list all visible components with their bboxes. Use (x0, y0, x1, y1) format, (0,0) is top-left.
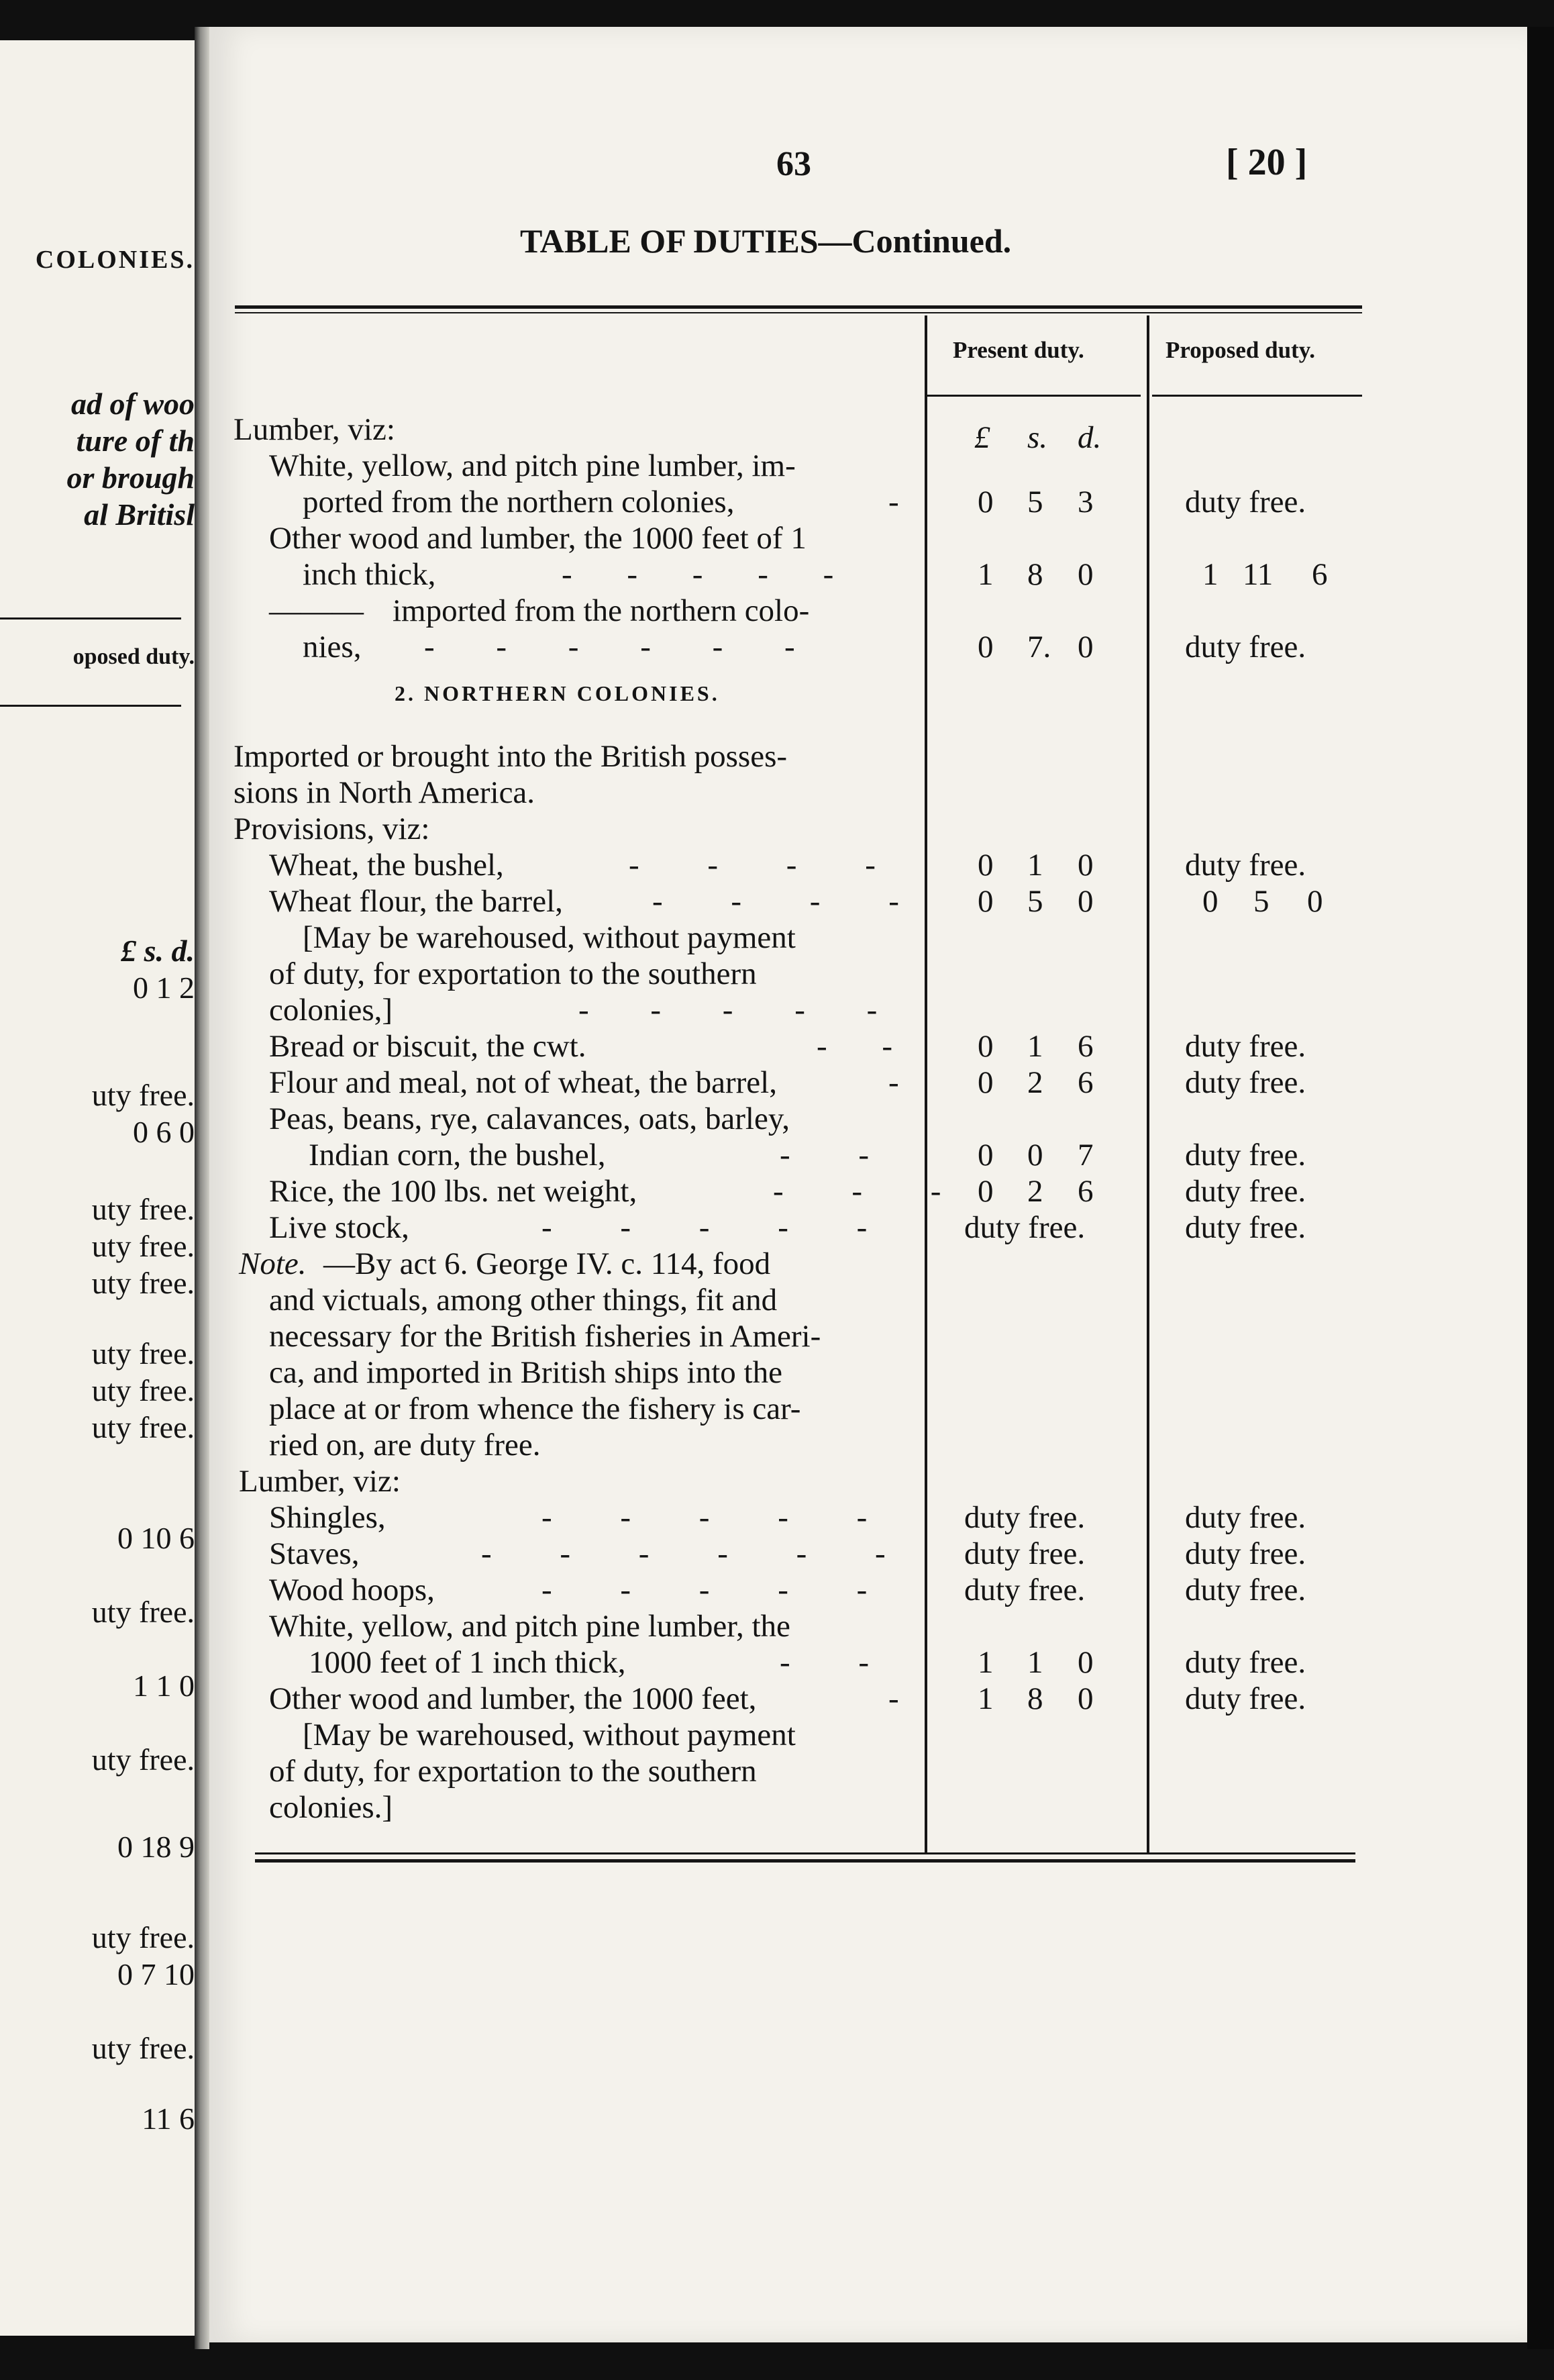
present-pounds: 0 (978, 485, 994, 519)
present-pence: 6 (1078, 1065, 1094, 1100)
item-text: Shingles, (269, 1500, 386, 1535)
warehouse-note: of duty, for exportation to the southern (269, 1754, 757, 1789)
facing-value: uty free. (91, 1742, 195, 1777)
present-shillings: 8 (1027, 1681, 1043, 1716)
item-text: Rice, the 100 lbs. net weight, (269, 1174, 637, 1209)
proposed-pounds: 0 (1202, 884, 1219, 919)
item-text: Indian corn, the bushel, (309, 1138, 606, 1173)
leader-dash: - - - - (629, 848, 876, 883)
facing-value: uty free. (91, 1078, 195, 1112)
facing-text: al Britisl (84, 497, 195, 532)
intro-text: sions in North America. (234, 775, 535, 810)
leader-dash: - - - (773, 1174, 941, 1209)
facing-rule (0, 705, 181, 707)
facing-text: or brough (66, 460, 195, 495)
proposed-pounds: 1 (1202, 557, 1219, 592)
warehouse-note: [May be warehoused, without payment (303, 920, 796, 955)
note-text: ca, and imported in British ships into the (269, 1355, 782, 1390)
item-text: Wheat, the bushel, (269, 848, 504, 883)
present-value: duty free. (964, 1536, 1086, 1571)
present-shillings: 2 (1027, 1174, 1043, 1209)
leader-dash: - - (780, 1138, 870, 1173)
facing-value: uty free. (91, 1229, 195, 1263)
section-number: [ 20 ] (1226, 142, 1308, 183)
item-text: White, yellow, and pitch pine lumber, the (269, 1609, 790, 1644)
proposed-value: duty free. (1185, 485, 1306, 519)
present-pounds: 0 (978, 1174, 994, 1209)
present-pounds: 0 (978, 1138, 994, 1173)
item-text: Peas, beans, rye, calavances, oats, barley, (269, 1101, 790, 1136)
present-pence: 0 (1078, 884, 1094, 919)
facing-value: uty free. (91, 1266, 195, 1300)
present-pounds: 0 (978, 1065, 994, 1100)
column-divider (1147, 315, 1149, 1852)
present-pounds: 0 (978, 1029, 994, 1064)
proposed-value: duty free. (1185, 1500, 1306, 1535)
page-title: TABLE OF DUTIES—Continued. (520, 222, 1012, 260)
item-text: inch thick, (303, 557, 436, 592)
present-pence: 3 (1078, 485, 1094, 519)
proposed-value: duty free. (1185, 1029, 1306, 1064)
proposed-value: duty free. (1185, 1536, 1306, 1571)
facing-rule (0, 617, 181, 619)
proposed-shillings: 11 (1243, 557, 1274, 592)
page-edge (1527, 27, 1554, 2349)
facing-value: 0 10 6 (117, 1521, 195, 1555)
present-shillings: 1 (1027, 1645, 1043, 1680)
item-text: Wood hoops, (269, 1573, 435, 1607)
unit-pounds: £ (974, 420, 990, 455)
leader-dash: - - (817, 1029, 893, 1064)
present-pounds: 0 (978, 884, 994, 919)
note-text: place at or from whence the fishery is car- (269, 1391, 801, 1426)
present-shillings: 2 (1027, 1065, 1043, 1100)
present-pounds: 1 (978, 557, 994, 592)
present-value: duty free. (964, 1210, 1086, 1245)
proposed-shillings: 5 (1253, 884, 1270, 919)
proposed-value: duty free. (1185, 1645, 1306, 1680)
leader-dash: - - - - - - (424, 630, 795, 664)
facing-heading: COLONIES. (35, 246, 195, 274)
item-text: Bread or biscuit, the cwt. (269, 1029, 586, 1064)
warehouse-note: of duty, for exportation to the southern (269, 956, 757, 991)
ditto-dash: ——— (269, 593, 364, 628)
proposed-pence: 0 (1307, 884, 1323, 919)
facing-value: 0 6 0 (133, 1115, 195, 1149)
proposed-value: duty free. (1185, 630, 1306, 664)
section-heading: 2. NORTHERN COLONIES. (395, 681, 720, 705)
item-text: Live stock, (269, 1210, 409, 1245)
present-pence: 7 (1078, 1138, 1094, 1173)
proposed-value: duty free. (1185, 1065, 1306, 1100)
proposed-value: duty free. (1185, 1573, 1306, 1607)
note-label: Note. (239, 1246, 307, 1281)
page-number: 63 (776, 145, 811, 183)
facing-value: uty free. (91, 1920, 195, 1954)
present-shillings: 1 (1027, 848, 1043, 883)
item-text: Staves, (269, 1536, 360, 1571)
note-text: ried on, are duty free. (269, 1428, 541, 1462)
proposed-value: duty free. (1185, 1174, 1306, 1209)
item-text: Wheat flour, the barrel, (269, 884, 563, 919)
facing-units: £ s. d. (121, 934, 195, 968)
item-text: White, yellow, and pitch pine lumber, im- (269, 448, 796, 483)
facing-value: 0 7 10 (117, 1957, 195, 1991)
present-shillings: 5 (1027, 485, 1043, 519)
present-duty-header: Present duty. (953, 337, 1084, 363)
present-shillings: 5 (1027, 884, 1043, 919)
proposed-value: duty free. (1185, 1138, 1306, 1173)
unit-pence: d. (1078, 420, 1102, 455)
facing-value: uty free. (91, 1192, 195, 1226)
unit-shillings: s. (1027, 420, 1048, 455)
facing-value: uty free. (91, 1595, 195, 1629)
leader-dash: - (888, 1681, 899, 1716)
facing-value: uty free. (91, 1410, 195, 1444)
present-shillings: 0 (1027, 1138, 1043, 1173)
present-pounds: 0 (978, 848, 994, 883)
note-text: and victuals, among other things, fit and (269, 1283, 778, 1318)
bottom-rule (255, 1859, 1355, 1863)
proposed-value: duty free. (1185, 848, 1306, 883)
leader-dash: - (888, 485, 899, 519)
present-pence: 0 (1078, 1681, 1094, 1716)
column-head-rule (1152, 395, 1362, 397)
facing-value: 1 1 0 (133, 1669, 195, 1703)
proposed-pence: 6 (1312, 557, 1328, 592)
leader-dash: - - - - - (541, 1210, 868, 1245)
present-pounds: 1 (978, 1645, 994, 1680)
warehouse-note: colonies.] (269, 1790, 393, 1825)
warehouse-note: colonies,] (269, 993, 393, 1028)
bottom-rule (255, 1852, 1355, 1854)
facing-value: uty free. (91, 2031, 195, 2065)
proposed-value: duty free. (1185, 1681, 1306, 1716)
item-text: nies, (303, 630, 362, 664)
present-pence: 0 (1078, 630, 1094, 664)
item-text: Other wood and lumber, the 1000 feet, (269, 1681, 757, 1716)
present-pence: 0 (1078, 1645, 1094, 1680)
present-pence: 6 (1078, 1174, 1094, 1209)
facing-column-head: oposed duty. (72, 644, 195, 669)
facing-value: 11 6 (142, 2101, 195, 2136)
leader-dash: - - - - - - (481, 1536, 886, 1571)
leader-dash: - - (780, 1645, 870, 1680)
facing-value: uty free. (91, 1373, 195, 1407)
facing-text: ture of th (76, 424, 195, 458)
top-rule (235, 312, 1362, 313)
book-gutter (195, 27, 209, 2349)
facing-page (0, 40, 201, 2336)
leader-dash: - - - - - (541, 1500, 868, 1535)
facing-value: 0 1 2 (133, 971, 195, 1005)
column-head-rule (927, 395, 1141, 397)
note-text: necessary for the British fisheries in Ameri- (269, 1319, 821, 1354)
warehouse-note: [May be warehoused, without payment (303, 1718, 796, 1752)
item-text: ported from the northern colonies, (303, 485, 735, 519)
present-pence: 6 (1078, 1029, 1094, 1064)
facing-value: 0 18 9 (117, 1830, 195, 1864)
lumber-label: Lumber, viz: (239, 1464, 401, 1499)
leader-dash: - - - - - (562, 557, 834, 592)
proposed-duty-header: Proposed duty. (1166, 337, 1316, 363)
note-text: —By act 6. George IV. c. 114, food (323, 1246, 771, 1281)
section-heading: Lumber, viz: (234, 412, 395, 447)
leader-dash: - (888, 1065, 899, 1100)
intro-text: Imported or brought into the British posses- (234, 739, 788, 774)
leader-dash: - - - - (652, 884, 899, 919)
column-divider (925, 315, 927, 1852)
present-pence: 0 (1078, 557, 1094, 592)
facing-text: ad of woo (71, 387, 195, 421)
item-text: 1000 feet of 1 inch thick, (309, 1645, 626, 1680)
top-rule (235, 305, 1362, 309)
present-pounds: 0 (978, 630, 994, 664)
present-pounds: 1 (978, 1681, 994, 1716)
present-shillings: 7. (1027, 630, 1051, 664)
present-pence: 0 (1078, 848, 1094, 883)
proposed-value: duty free. (1185, 1210, 1306, 1245)
present-shillings: 8 (1027, 557, 1043, 592)
main-page (209, 27, 1527, 2342)
leader-dash: - - - - - (541, 1573, 868, 1607)
present-value: duty free. (964, 1573, 1086, 1607)
provisions-label: Provisions, viz: (234, 811, 430, 846)
facing-value: uty free. (91, 1336, 195, 1371)
present-value: duty free. (964, 1500, 1086, 1535)
leader-dash: - - - - - (578, 993, 878, 1028)
item-text: imported from the northern colo- (393, 593, 810, 628)
item-text: Flour and meal, not of wheat, the barrel, (269, 1065, 777, 1100)
item-text: Other wood and lumber, the 1000 feet of 1 (269, 521, 807, 556)
present-shillings: 1 (1027, 1029, 1043, 1064)
